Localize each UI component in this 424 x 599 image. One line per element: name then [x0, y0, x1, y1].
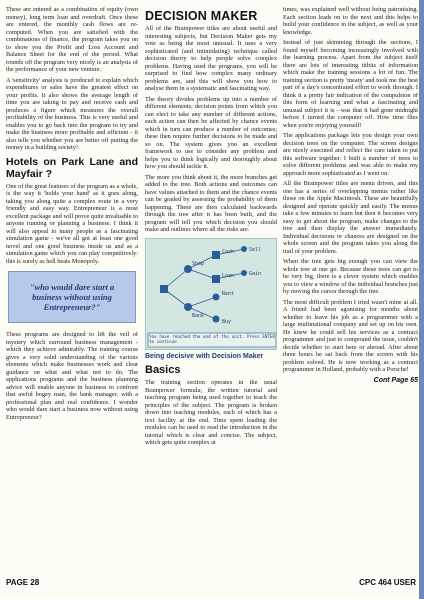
paragraph: The theory divides problems up into a number of different elements; decision points from which you can elect to take any number of different actions, each action can then be affected by chance events which in turn can produce a number of outcomes; these then require further decisions to be made and so on. The system gives you an excellent framework to use to consider any problem and helps you to think logically and thoroughly about how you should tackle it.: [145, 95, 277, 170]
page-edge-strip: [419, 0, 424, 599]
column-right: [283, 6, 418, 384]
tree-label: Gain: [249, 270, 262, 277]
paragraph: One of the great features of the program as a whole, is the way it 'holds your hand' as it goes along, taking you along quite a complex route in a very friendly and easy way. Entrepreneur is a most excellent package and will prove quite invaluable to anyone running or planning a business. I think it will also appeal to many people as a fascinating simulation game - we've all got at least one good novel and one good business inside us and as a simulation game which you can play competitively: this is surely as hell beats Monopoly.: [6, 182, 138, 265]
tree-label: Bank: [192, 312, 205, 319]
section-heading-hotels: Hotels on Park Lane and Mayfair ?: [6, 155, 138, 180]
tree-label: Buy: [222, 318, 232, 325]
paragraph: A 'sensitivity' analysis is produced to explain which expenditures or sales have the greatest effect on your profits. It also shows the average length of time you are taking to pay and receive cash and produces a figure which measures the overall profitability of the business. This is very useful and enables you to go back into the program to try and make the business more profitable and efficient - it also tells you whether you are better off putting the money in a building society!: [6, 76, 138, 151]
magazine-title: CPC 464 USER: [359, 578, 416, 587]
continued-link[interactable]: Cont Page 65: [373, 376, 418, 384]
paragraph: The applications package lets you design your own decision trees on the computer. The screen designs are nicely executed and reflect the care taken to put this software together. I built a number of trees to solve different problems and was able to make my approach more sophisticated as I went on.: [283, 132, 418, 177]
tree-label: Cash: [222, 248, 235, 255]
column-middle: [145, 6, 277, 450]
decision-tree-diagram: [146, 239, 277, 349]
screen-status-text: You have reached the end of the unit. Press ENTER to continue: [149, 333, 275, 344]
image-caption: Being decisive with Decision Maker: [145, 352, 264, 360]
section-heading-basics: Basics: [145, 364, 181, 376]
tree-label: Loan: [222, 272, 235, 279]
column-left: [6, 6, 138, 424]
paragraph: The more you think about it, the more branches get added to the tree. Both actions and outcomes can have values attached to them and the chance events can be graded by assessing the probability of them happening. These are then calculated backwards through the tree after it has been built, and the program will tell you which decision you should make and outlines where all the risks are.: [145, 173, 277, 233]
paragraph: These are entered as a combination of equity (own money), long term loan and overdraft. Once these are entered, the monthly cash flows are re-computed. When you are satisfied with the combinations of finance, the program takes you on to show you the Profit and Loss Account and Balance Sheet for the end of the period. What rounds off the program very nicely is an analysis of the performance of your new venture.: [6, 6, 138, 73]
paragraph: The training section operates in the usual Brainpower formula; the written tutorial and teaching program being used together to teach the principles of the subject. The program is broken down into teaching modules, each of which has a text facility at the end. Time spent loading the modules can be used to read the introduction in the tutorial which is clear and concise. The subject, which gets quite complex at: [145, 379, 277, 446]
tree-label: Shop: [192, 260, 205, 267]
paragraph: Instead of just skimming through the sections, I found myself becoming increasingly involved with the learning process. Apart from the subject itself there are lots of interesting titbits of information which make the training sessions a lot of fun. The training section is pretty 'meaty' and took me the best part of a day's concentrated effort to work through. I think it a pretty fair indication of the compulsion of this form of learning and what a fascinating and unusual subject it is - was that it had gone midnight before I turned the computer off. How time flies when you're enjoying yourself!: [283, 39, 418, 129]
paragraph: The most difficult problem I tried wasn't mine at all. A friend had been agonising for months about whether to leave his job as a programmer with a large multinational company and set up on his own. He knew he could sell his services as a contract programmer and just to compound the issue, couldn't decide whether to start here or abroad. After about three hours he sat back from the screen with his problem solved. He is now working as a contract programmer in Holland, probably with a Porsche!: [283, 298, 418, 373]
section-heading-decision-maker: DECISION MAKER: [145, 9, 258, 23]
tree-label: Sell: [249, 246, 262, 253]
paragraph: These programs are designed to lift the veil of mystery which surround business management - which they achieve admirably. The training course gives a very solid understanding of the various elements which make businesses work and clear guidance on what and what not to do. The applications programs and the business planning advice will enable anyone in business to confront that awful bogey man, the bank manager, with a professional plan and real confidence. I wonder who would dare start a business now without using Entrepreneur?: [6, 331, 138, 421]
pull-quote: "who would dare start a business without using Entrepreneur?": [8, 271, 136, 323]
paragraph: When the tree gets big enough you can view the whole tree at one go. Because these trees can get to be very big, there is a clever system which enables you to view a window of the individual branches just by moving the cursor through the tree.: [283, 258, 418, 295]
paragraph: All of the Brainpower titles are about useful and interesting subjects, but Decision Maker gets my vote as being the most unusual. It uses a very sophisticated (and intimidating) technique called decision theory to help people solve complex problems. Having used the programs, you will be surprised to find how complex many ordinary problems are, and this will show you how to analyse them in a systematic and fascinating way.: [145, 25, 277, 92]
page-number: PAGE 28: [6, 578, 40, 587]
paragraph: All the Brainpower titles are menu driven, and this one has a series of overlapping menus rather like those on the Apple Macintosh. These are beautifully designed and operate quickly and easily. The menus take a few minutes to learn but then it becomes very easy to get about the program, make changes to the tree and then display the answer immediately. Individual decisions or chances are designed on the whole screen and the program takes you along the trail of your problem.: [283, 180, 418, 255]
paragraph: times, was explained well without being patronising. Each section leads on to the next and this helps to build your confidence in the subject, as well as your knowledge.: [283, 6, 418, 36]
tree-label: Rent: [222, 290, 235, 297]
decision-tree-screenshot: [145, 238, 277, 350]
